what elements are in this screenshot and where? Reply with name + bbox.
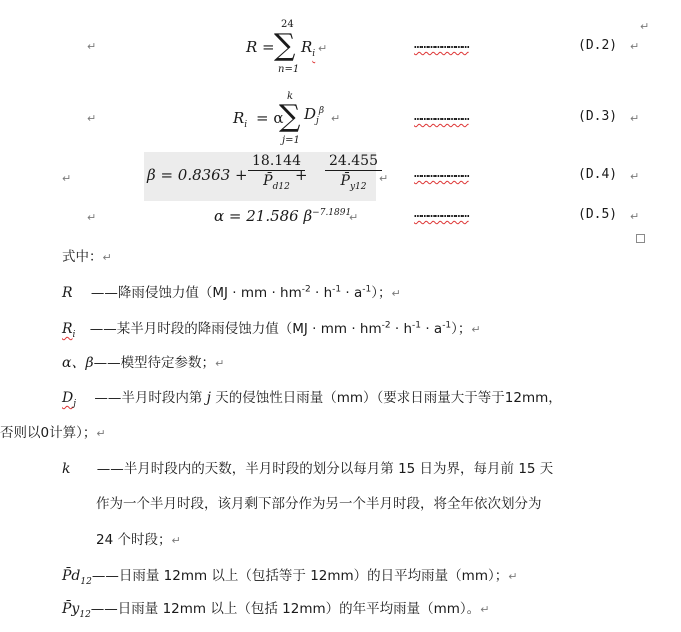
paragraph-mark: ↵ <box>630 170 640 183</box>
sum-lower-limit: n=1 <box>278 64 300 75</box>
equation-lhs: $R_i$ <box>233 109 248 130</box>
leader-dots: …………………… <box>414 166 469 181</box>
equation-lhs: α = 21.586 $\beta^{-7.1891}$ <box>214 207 352 225</box>
definition-text: ——日雨量 12mm 以上（包括 12mm）的年平均雨量（mm）。 <box>90 601 481 617</box>
sum-lower-limit: j=1 <box>282 135 300 146</box>
definition-k <box>62 457 553 477</box>
leader-dots: …………………… <box>414 109 469 124</box>
definition-term: $P̄y_{12}$ <box>62 601 91 620</box>
fraction-denominator: $P̄_{y12}$ <box>340 173 367 192</box>
where-label: 式中：↵ <box>62 249 112 265</box>
equation-number: (D.4) <box>578 167 618 182</box>
paragraph-mark: ↵ <box>331 112 341 125</box>
equation-lhs: β = 0.8363 + <box>147 166 248 184</box>
leader-dots: …………………… <box>414 37 469 52</box>
paragraph-mark: ↵ <box>630 40 640 53</box>
definition-r: R ——降雨侵蚀力值（MJ · mm · $hm^{-2} \cdot h^{-1} \cdot a^{-1}$）；↵ <box>62 284 401 301</box>
equation-number: (D.5) <box>578 207 618 222</box>
definition-term: α、β <box>62 355 94 371</box>
equation-lhs: R = <box>246 38 275 56</box>
definition-k-line3: 24 个时段；↵ <box>96 532 181 548</box>
definition-py12: $P̄y_{12}——$日雨量 12mm 以上（包括 12mm）的年平均雨量（mm）。↵ <box>62 601 490 620</box>
fraction-2 <box>325 153 382 192</box>
equation-eq: = α <box>256 109 284 127</box>
definition-term: R <box>62 285 73 301</box>
fraction-numerator: 24.455 <box>325 153 382 171</box>
definition-term: $D_j$ <box>62 390 77 409</box>
paragraph-mark: ↵ <box>630 210 640 223</box>
definition-term: k <box>62 461 71 477</box>
plus-sign: + <box>295 166 308 184</box>
sum-upper-limit: k <box>287 91 294 102</box>
equation-number: (D.2) <box>578 38 618 53</box>
equation-term: $R_i$ <box>301 38 316 59</box>
definition-text: ——降雨侵蚀力值（MJ · mm · $hm^{-2} \cdot h^{-1} \cdot a^{-1}$）； <box>90 284 392 301</box>
definition-dj <box>62 386 562 409</box>
paragraph-mark: ↵ <box>640 20 650 33</box>
paragraph-mark: ↵ <box>87 40 97 53</box>
paragraph-mark: ↵ <box>379 172 389 185</box>
fraction-denominator: $P̄_{d12}$ <box>263 173 290 192</box>
definition-term: $P̄d_{12}$ <box>62 568 92 587</box>
sum-symbol: ∑ <box>279 99 301 134</box>
sum-upper-limit: 24 <box>281 19 294 30</box>
definition-text: ——半月时段内第 j 天的侵蚀性日雨量（mm）（要求日雨量大于等于12mm， <box>94 390 562 406</box>
definition-alpha-beta: α、β——模型待定参数；↵ <box>62 355 225 371</box>
paragraph-mark: ↵ <box>318 42 328 55</box>
definition-term: $R_i$ <box>62 321 76 340</box>
paragraph-mark: ↵ <box>62 172 72 185</box>
definition-text: ——模型待定参数； <box>93 355 216 371</box>
definition-text: ——半月时段内的天数，半月时段的划分以每月第 15 日为界，每月前 15 天 <box>96 461 554 477</box>
definition-dj-continuation: 否则以0计算）；↵ <box>0 425 106 441</box>
equation-term: $D_j^\beta$ <box>304 105 325 126</box>
paragraph-mark: ↵ <box>87 211 97 224</box>
definition-pd12: $P̄d_{12}——$日雨量 12mm 以上（包括等于 12mm）的日平均雨量（mm）；↵ <box>62 568 518 587</box>
sum-symbol: ∑ <box>274 28 296 63</box>
table-end-marker <box>636 234 645 243</box>
fraction-numerator: 18.144 <box>248 153 305 171</box>
definition-text: ——某半月时段的降雨侵蚀力值（MJ · mm · $hm^{-2} \cdot h^{-1} \cdot a^{-1}$）； <box>89 320 472 337</box>
definition-k-line2: 作为一个半月时段，该月剩下部分作为另一个半月时段，将全年依次划分为 <box>96 496 542 512</box>
definition-ri: $R_i$ ——某半月时段的降雨侵蚀力值（MJ · mm · $hm^{-2} \cdot h^{-1} \cdot a^{-1}$）；↵ <box>62 320 481 340</box>
leader-dots: …………………… <box>414 206 469 221</box>
paragraph-mark: ↵ <box>349 211 359 224</box>
paragraph-mark: ↵ <box>87 112 97 125</box>
equation-number: (D.3) <box>578 109 618 124</box>
definition-text: ——日雨量 12mm 以上（包括等于 12mm）的日平均雨量（mm）； <box>91 568 509 584</box>
paragraph-mark: ↵ <box>630 112 640 125</box>
